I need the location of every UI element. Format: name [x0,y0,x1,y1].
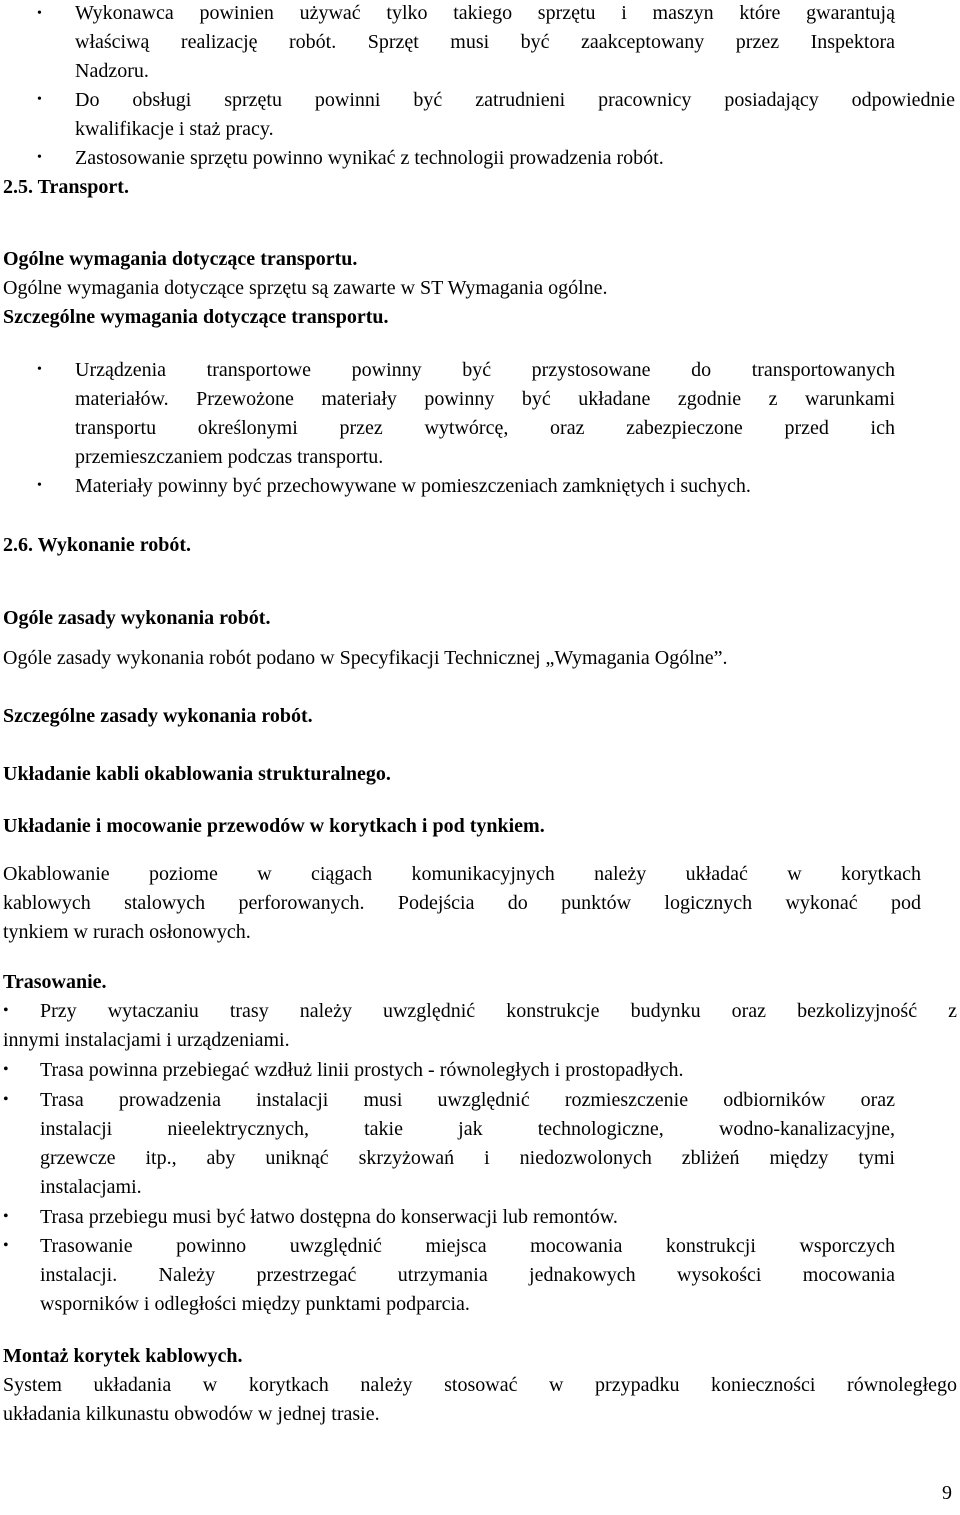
paragraph-line: układania kilkunastu obwodów w jednej trasie. [3,1403,380,1425]
bullet-icon: • [3,1237,9,1254]
bullet-line: Materiały powinny być przechowywane w pomieszczeniach zamkniętych i suchych. [75,475,751,497]
subheading-general-execution: Ogóle zasady wykonania robót. [3,607,271,629]
bullet-icon: • [3,1061,9,1078]
paragraph-line: tynkiem w rurach osłonowych. [3,921,251,943]
bullet-line: Przy wytaczaniu trasy należy uwzględnić konstrukcje budynku oraz bezkolizyjność z [40,1000,957,1022]
subheading-specific-transport: Szczególne wymagania dotyczące transportu. [3,306,389,328]
bullet-line: Urządzenia transportowe powinny być przystosowane do transportowanych [75,359,895,381]
subheading-routing: Trasowanie. [3,971,107,993]
paragraph-line: kablowych stalowych perforowanych. Podejścia do punktów logicznych wykonać pod [3,892,921,914]
bullet-line: Trasa powinna przebiegać wzdłuż linii prostych - równoległych i prostopadłych. [40,1059,684,1081]
bullet-icon: • [37,362,42,377]
bullet-line: instalacji. Należy przestrzegać utrzymania jednakowych wysokości mocowania [40,1264,895,1286]
paragraph-line: Okablowanie poziome w ciągach komunikacyjnych należy układać w korytkach [3,863,921,885]
bullet-line: kwalifikacje i staż pracy. [75,118,274,140]
subheading-general-transport: Ogólne wymagania dotyczące transportu. [3,248,358,270]
bullet-line: innymi instalacjami i urządzeniami. [3,1029,290,1051]
bullet-line: wsporników i odległości między punktami podparcia. [40,1293,470,1315]
section-heading-transport: 2.5. Transport. [3,176,129,198]
bullet-icon: • [3,1091,9,1108]
bullet-line: grzewcze itp., aby uniknąć skrzyżowań i niedozwolonych zbliżeń między tymi [40,1147,895,1169]
bullet-line: Trasowanie powinno uwzględnić miejsca mocowania konstrukcji wsporczych [40,1235,895,1257]
bullet-line: Do obsługi sprzętu powinni być zatrudnieni pracownicy posiadający odpowiednie [75,89,955,111]
bullet-line: Trasa prowadzenia instalacji musi uwzględnić rozmieszczenie odbiorników oraz [40,1089,895,1111]
bullet-line: Zastosowanie sprzętu powinno wynikać z technologii prowadzenia robót. [75,147,664,169]
subheading-specific-execution: Szczególne zasady wykonania robót. [3,705,313,727]
bullet-line: przemieszczaniem podczas transportu. [75,446,384,468]
bullet-icon: • [37,478,42,493]
page-number: 9 [942,1482,952,1504]
paragraph-line: System układania w korytkach należy stosować w przypadku konieczności równoległego [3,1374,957,1396]
bullet-line: właściwą realizację robót. Sprzęt musi być zaakceptowany przez Inspektora [75,31,895,53]
bullet-icon: • [3,1002,9,1019]
bullet-line: transportu określonymi przez wytwórcę, oraz zabezpieczone przed ich [75,417,895,439]
bullet-line: Nadzoru. [75,60,149,82]
section-heading-execution: 2.6. Wykonanie robót. [3,534,191,556]
bullet-line: instalacjami. [40,1176,142,1198]
bullet-line: Trasa przebiegu musi być łatwo dostępna do konserwacji lub remontów. [40,1206,618,1228]
bullet-icon: • [37,150,42,165]
bullet-icon: • [37,6,42,21]
bullet-icon: • [3,1208,9,1225]
subheading-trays: Montaż korytek kablowych. [3,1345,243,1367]
subheading-cabling: Układanie kabli okablowania strukturalnego. [3,763,391,785]
paragraph: Ogólne wymagania dotyczące sprzętu są zawarte w ST Wymagania ogólne. [3,277,608,299]
bullet-line: materiałów. Przewożone materiały powinny być układane zgodnie z warunkami [75,388,895,410]
subheading-mounting: Układanie i mocowanie przewodów w korytkach i pod tynkiem. [3,815,545,837]
bullet-line: instalacji nieelektrycznych, takie jak technologiczne, wodno-kanalizacyjne, [40,1118,895,1140]
bullet-icon: • [37,92,42,107]
paragraph: Ogóle zasady wykonania robót podano w Specyfikacji Technicznej „Wymagania Ogólne”. [3,647,728,669]
bullet-line: Wykonawca powinien używać tylko takiego sprzętu i maszyn które gwarantują [75,2,895,24]
